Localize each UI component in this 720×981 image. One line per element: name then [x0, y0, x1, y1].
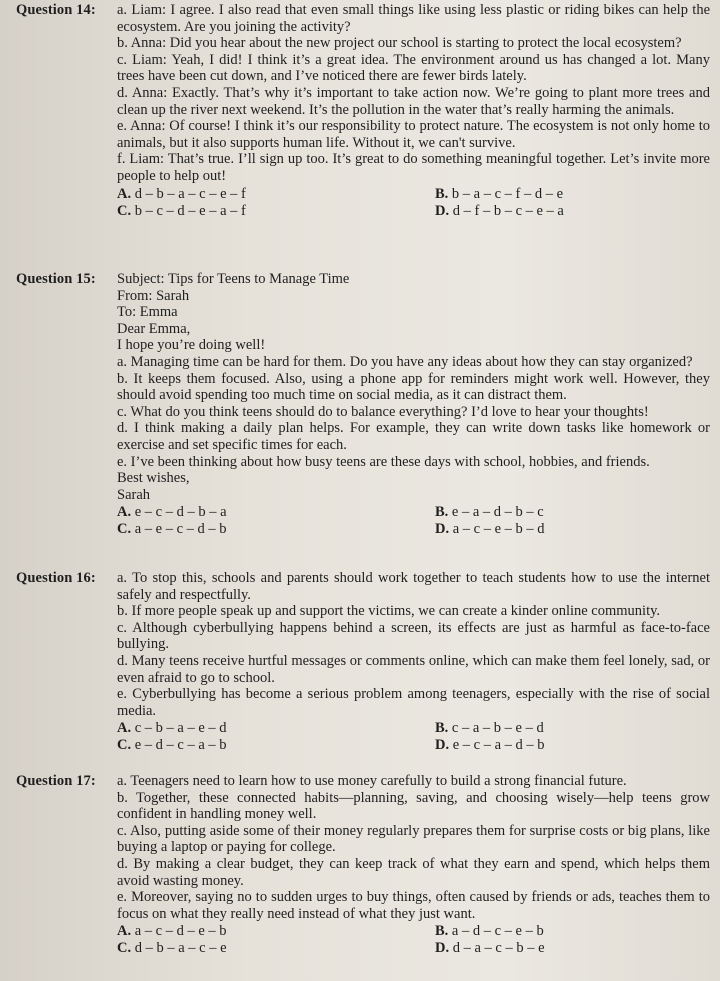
- option-d[interactable]: D. e – c – a – d – b: [435, 737, 545, 754]
- option-b[interactable]: B. a – d – c – e – b: [435, 923, 544, 940]
- question-label: Question 17:: [16, 773, 96, 789]
- option-a-text: a – c – d – e – b: [134, 923, 227, 940]
- email-signoff: Best wishes,: [117, 470, 190, 487]
- sentence-c: c. Liam: Yeah, I did! I think it’s a great idea. The environment around us has changed a lot. Many trees have been cut down, and I’ve noticed there are fewer birds lately.: [117, 51, 710, 85]
- sentence-a: a. To stop this, schools and parents should work together to teach students how to use the internet safely and respectfully.: [117, 570, 710, 603]
- sentence-b: b. Anna: Did you hear about the new project our school is starting to protect the local ecosystem?: [117, 35, 682, 52]
- option-a[interactable]: A. e – c – d – b – a: [117, 504, 227, 521]
- option-d-text: d – f – b – c – e – a: [452, 202, 564, 219]
- question-label: Question 16:: [16, 570, 96, 586]
- option-a-text: d – b – a – c – e – f: [134, 185, 246, 202]
- question-body: [117, 2, 710, 220]
- email-subject: Subject: Tips for Teens to Manage Time: [117, 271, 350, 287]
- option-a[interactable]: A. a – c – d – e – b: [117, 923, 227, 940]
- sentence-c: c. Also, putting aside some of their money regularly prepares them for surprise costs or big plans, like buying a laptop or paying for college.: [117, 822, 710, 856]
- sentence-e: e. Moreover, saying no to sudden urges to buy things, often caused by friends or ads, teaches them to focus on what they really need instead of what they just want.: [117, 889, 710, 922]
- sentence-d: d. I think making a daily plan helps. For example, they can write down tasks like homework or exercise and set specific times for each.: [117, 420, 710, 453]
- option-a-text: e – c – d – b – a: [134, 504, 227, 521]
- email-opening: I hope you’re doing well!: [117, 337, 266, 354]
- answer-options: [117, 186, 710, 220]
- question-label: Question 14:: [16, 2, 96, 18]
- option-c-text: d – b – a – c – e: [134, 940, 227, 957]
- option-b-text: a – d – c – e – b: [451, 923, 544, 940]
- answer-options: [117, 504, 710, 538]
- option-c-text: a – e – c – d – b: [134, 521, 227, 538]
- option-b[interactable]: B. b – a – c – f – d – e: [435, 185, 564, 202]
- sentence-a: a. Liam: I agree. I also read that even small things like using less plastic or riding bikes can help the ecosystem. Are you joining the activity?: [117, 2, 710, 35]
- sentence-c: c. What do you think teens should do to balance everything? I’d love to hear your thoughts!: [117, 403, 649, 420]
- option-b-text: c – a – b – e – d: [451, 720, 544, 737]
- email-from: From: Sarah: [117, 287, 190, 304]
- sentence-e: e. Cyberbullying has become a serious problem among teenagers, especially with the rise of social media.: [117, 686, 710, 719]
- option-d-text: e – c – a – d – b: [452, 737, 545, 754]
- option-c[interactable]: C. b – c – d – e – a – f: [117, 202, 246, 219]
- sentence-f: f. Liam: That’s true. I’ll sign up too. It’s great to do something meaningful together. Let’s invite more people to help out!: [117, 151, 710, 184]
- email-greeting: Dear Emma,: [117, 320, 191, 337]
- answer-options: [117, 720, 710, 754]
- option-c[interactable]: C. a – e – c – d – b: [117, 521, 227, 538]
- option-c-text: e – d – c – a – b: [134, 737, 227, 754]
- email-to: To: Emma: [117, 304, 178, 321]
- sentence-e: e. I’ve been thinking about how busy teens are these days with school, hobbies, and friends.: [117, 453, 650, 470]
- sentence-d: d. Anna: Exactly. That’s why it’s important to take action now. We’re going to plant more trees and clean up the river next weekend. It’s the pollution in the water that’s really harming the animals.: [117, 84, 710, 118]
- sentence-b: b. If more people speak up and support the victims, we can create a kinder online community.: [117, 603, 661, 620]
- option-d-text: d – a – c – b – e: [452, 940, 545, 957]
- question-body: [117, 773, 710, 957]
- sentence-c: c. Although cyberbullying happens behind a screen, its effects are just as harmful as face-to-face bullying.: [117, 619, 710, 653]
- question-body: [117, 271, 710, 538]
- option-d[interactable]: D. d – a – c – b – e: [435, 940, 545, 957]
- option-b-text: e – a – d – b – c: [451, 504, 544, 521]
- option-c[interactable]: C. e – d – c – a – b: [117, 737, 227, 754]
- option-d[interactable]: D. a – c – e – b – d: [435, 521, 545, 538]
- option-c[interactable]: C. d – b – a – c – e: [117, 940, 227, 957]
- sentence-a: a. Managing time can be hard for them. Do you have any ideas about how they can stay organized?: [117, 353, 693, 370]
- email-signature: Sarah: [117, 486, 151, 503]
- option-c-text: b – c – d – e – a – f: [134, 202, 246, 219]
- sentence-d: d. By making a clear budget, they can keep track of what they earn and spend, which helps them avoid wasting money.: [117, 855, 710, 889]
- option-b[interactable]: B. e – a – d – b – c: [435, 504, 544, 521]
- sentence-e: e. Anna: Of course! I think it’s our responsibility to protect nature. The ecosystem is not only home to animals, but it also supports human life. Without it, we can't survive.: [117, 118, 710, 151]
- option-b[interactable]: B. c – a – b – e – d: [435, 720, 544, 737]
- option-d[interactable]: D. d – f – b – c – e – a: [435, 202, 564, 219]
- option-d-text: a – c – e – b – d: [452, 521, 545, 538]
- sentence-d: d. Many teens receive hurtful messages or comments online, which can make them feel lonely, sad, or even afraid to go to school.: [117, 652, 710, 686]
- option-a[interactable]: A. d – b – a – c – e – f: [117, 185, 246, 202]
- sentence-b: b. It keeps them focused. Also, using a phone app for reminders might work well. However, they should avoid spending too much time on social media, as it can distract them.: [117, 370, 710, 404]
- sentence-a: a. Teenagers need to learn how to use money carefully to build a strong financial future.: [117, 773, 627, 789]
- question-body: [117, 570, 710, 754]
- option-a[interactable]: A. c – b – a – e – d: [117, 720, 227, 737]
- option-b-text: b – a – c – f – d – e: [451, 185, 564, 202]
- answer-options: [117, 923, 710, 957]
- sentence-b: b. Together, these connected habits—planning, saving, and choosing wisely—help teens grow confident in handling money well.: [117, 789, 710, 823]
- option-a-text: c – b – a – e – d: [134, 720, 227, 737]
- question-label: Question 15:: [16, 271, 96, 287]
